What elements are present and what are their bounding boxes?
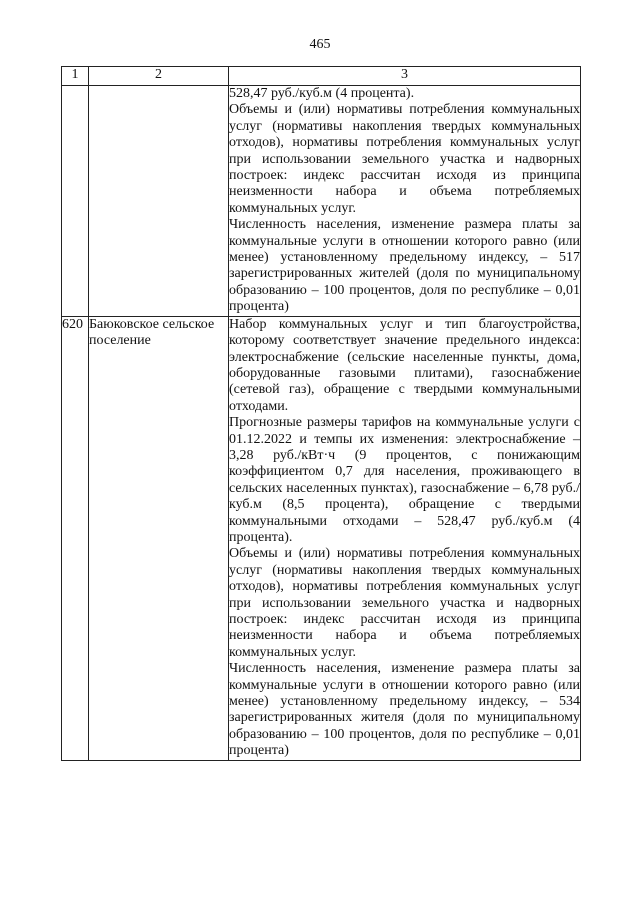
continuation-name-cell — [89, 86, 229, 317]
column-header-3: 3 — [229, 67, 581, 86]
municipality-name: Баюковское сельское поселение — [89, 316, 229, 760]
continuation-text-cell — [229, 86, 581, 317]
column-header-1: 1 — [62, 67, 89, 86]
row-paragraph: Объемы и (или) нормативы потребления коммунальных услуг (нормативы накопления твердых коммунальных отходов), нормативы потребления коммунальных услуг при использовании земельного участка и надворных построек: индекс рассчитан исходя из принципа неизменности набора и объема потребляемых коммунальных услуг. — [229, 546, 580, 660]
continuation-paragraph: 528,47 руб./куб.м (4 процента). — [229, 86, 415, 101]
row-number: 620 — [62, 316, 89, 760]
continuation-paragraph: Численность населения, изменение размера платы за коммунальные услуги в отношении которого равно (или менее) установленному предельному индексу, – 517 зарегистрированных жителей (доля по муниципальному образованию – 100 процентов, доля по республике – 0,01 процента) — [229, 217, 580, 315]
continuation-paragraph: Объемы и (или) нормативы потребления коммунальных услуг (нормативы накопления твердых коммунальных отходов), нормативы потребления коммунальных услуг при использовании земельного участка и надворных построек: индекс рассчитан исходя из принципа неизменности набора и объема потребляемых коммунальных услуг. — [229, 102, 580, 216]
row-paragraph: Прогнозные размеры тарифов на коммунальные услуги с 01.12.2022 и темпы их изменения: электроснабжение – 3,28 руб./кВт·ч (9 процентов, с понижающим коэффициентом 0,7 для населения, проживающего в сельских населенных пунктах), газоснабжение – 6,78 руб./куб.м (8,5 процента), обращение с твердыми коммунальными отходами – 528,47 руб./куб.м (4 процента). — [229, 415, 580, 545]
row-paragraph: Численность населения, изменение размера платы за коммунальные услуги в отношении которого равно (или менее) установленному предельному индексу, – 534 зарегистрированных жителя (доля по муниципальному образованию – 100 процентов, доля по республике – 0,01 процента) — [229, 661, 580, 759]
page-number: 465 — [309, 37, 331, 52]
table-row-continuation — [62, 86, 581, 317]
column-header-2: 2 — [89, 67, 229, 86]
table-row-620 — [62, 316, 581, 760]
row-paragraph: Набор коммунальных услуг и тип благоустройства, которому соответствует значение предельного индекса: электроснабжение (сельские населенные пункты, дома, оборудованные газовыми плитами), газоснабжение (сетевой газ), обращение с твердыми коммунальными отходами. — [229, 316, 580, 414]
document-table — [61, 66, 581, 761]
continuation-number-cell — [62, 86, 89, 317]
table-header-row — [62, 67, 581, 86]
row-text-cell — [229, 316, 581, 760]
